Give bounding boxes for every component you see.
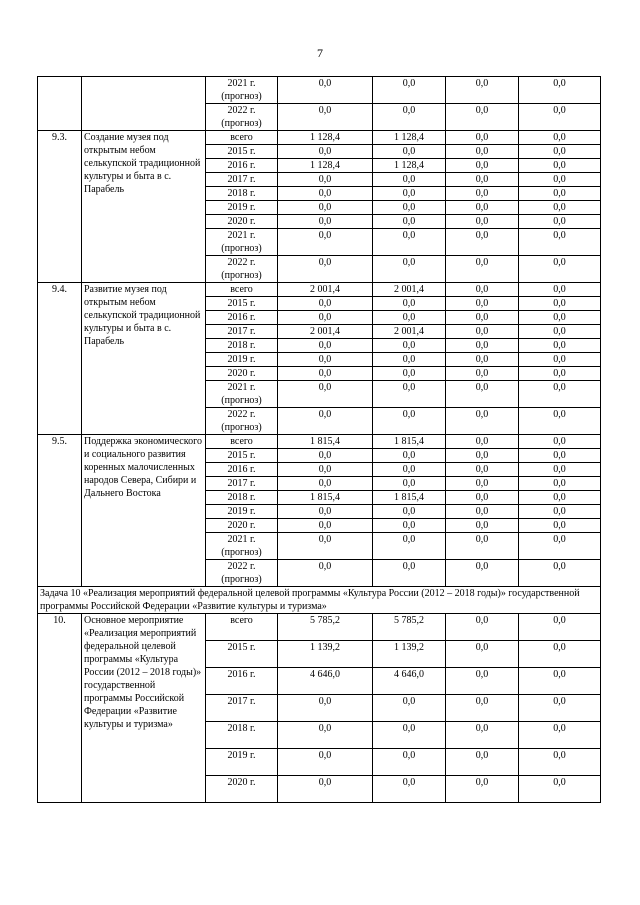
value-cell: 0,0 xyxy=(373,77,446,104)
value-cell: 0,0 xyxy=(519,353,601,367)
value-cell: 0,0 xyxy=(446,311,519,325)
value-cell: 0,0 xyxy=(278,695,373,722)
value-cell: 0,0 xyxy=(519,145,601,159)
value-cell: 0,0 xyxy=(519,104,601,131)
value-cell: 0,0 xyxy=(446,519,519,533)
value-cell: 0,0 xyxy=(278,104,373,131)
value-cell: 0,0 xyxy=(446,722,519,749)
value-cell: 0,0 xyxy=(519,668,601,695)
table-row xyxy=(38,283,601,297)
row-number xyxy=(38,77,82,131)
value-cell: 0,0 xyxy=(278,256,373,283)
value-cell: 1 139,2 xyxy=(278,641,373,668)
value-cell: 0,0 xyxy=(373,519,446,533)
year-cell: 2015 г. xyxy=(206,641,278,668)
value-cell: 0,0 xyxy=(278,477,373,491)
value-cell: 0,0 xyxy=(373,505,446,519)
year-cell: 2016 г. xyxy=(206,311,278,325)
value-cell: 1 139,2 xyxy=(373,641,446,668)
year-cell: 2020 г. xyxy=(206,367,278,381)
task-heading: Задача 10 «Реализация мероприятий федеральной целевой программы «Культура России (2012 – 2018 годы)» государственной программы Российской Федерации «Развитие культуры и туризма» xyxy=(38,587,601,614)
value-cell: 0,0 xyxy=(446,477,519,491)
year-cell: 2019 г. xyxy=(206,749,278,776)
value-cell: 0,0 xyxy=(278,353,373,367)
value-cell: 0,0 xyxy=(519,215,601,229)
year-cell: 2021 г. (прогноз) xyxy=(206,533,278,560)
value-cell: 0,0 xyxy=(519,311,601,325)
value-cell: 0,0 xyxy=(373,463,446,477)
value-cell: 0,0 xyxy=(446,283,519,297)
value-cell: 0,0 xyxy=(373,173,446,187)
year-cell: 2018 г. xyxy=(206,491,278,505)
row-number: 9.4. xyxy=(38,283,82,435)
event-name xyxy=(82,77,206,131)
value-cell: 0,0 xyxy=(519,256,601,283)
value-cell: 0,0 xyxy=(519,131,601,145)
value-cell: 0,0 xyxy=(519,283,601,297)
value-cell: 0,0 xyxy=(446,381,519,408)
value-cell: 0,0 xyxy=(446,749,519,776)
value-cell: 0,0 xyxy=(278,449,373,463)
value-cell: 1 815,4 xyxy=(373,435,446,449)
year-cell: 2020 г. xyxy=(206,776,278,803)
value-cell: 0,0 xyxy=(446,215,519,229)
year-cell: 2021 г. (прогноз) xyxy=(206,229,278,256)
year-cell: 2017 г. xyxy=(206,695,278,722)
year-cell: 2022 г. (прогноз) xyxy=(206,104,278,131)
value-cell: 0,0 xyxy=(373,339,446,353)
year-cell: 2021 г. (прогноз) xyxy=(206,381,278,408)
value-cell: 4 646,0 xyxy=(373,668,446,695)
value-cell: 0,0 xyxy=(519,297,601,311)
value-cell: 0,0 xyxy=(373,408,446,435)
value-cell: 0,0 xyxy=(446,339,519,353)
value-cell: 0,0 xyxy=(373,749,446,776)
year-cell: всего xyxy=(206,131,278,145)
year-cell: 2017 г. xyxy=(206,173,278,187)
table-row xyxy=(38,614,601,641)
value-cell: 0,0 xyxy=(519,187,601,201)
year-cell: 2018 г. xyxy=(206,722,278,749)
value-cell: 0,0 xyxy=(278,533,373,560)
year-cell: 2022 г. (прогноз) xyxy=(206,560,278,587)
year-cell: 2022 г. (прогноз) xyxy=(206,408,278,435)
value-cell: 0,0 xyxy=(446,641,519,668)
row-number: 9.5. xyxy=(38,435,82,587)
value-cell: 0,0 xyxy=(278,311,373,325)
value-cell: 5 785,2 xyxy=(373,614,446,641)
value-cell: 0,0 xyxy=(519,408,601,435)
value-cell: 0,0 xyxy=(373,353,446,367)
year-cell: 2021 г. (прогноз) xyxy=(206,77,278,104)
value-cell: 0,0 xyxy=(446,668,519,695)
value-cell: 0,0 xyxy=(519,560,601,587)
value-cell: 5 785,2 xyxy=(278,614,373,641)
value-cell: 0,0 xyxy=(446,187,519,201)
year-cell: 2016 г. xyxy=(206,463,278,477)
value-cell: 0,0 xyxy=(519,695,601,722)
value-cell: 0,0 xyxy=(373,381,446,408)
value-cell: 0,0 xyxy=(373,477,446,491)
event-name: Создание музея под открытым небом селькупской традиционной культуры и быта в с. Парабель xyxy=(82,131,206,283)
value-cell: 0,0 xyxy=(278,367,373,381)
event-name: Основное мероприятие «Реализация мероприятий федеральной целевой программы «Культура России (2012 – 2018 годы)» государственной программы Российской Федерации «Развитие культуры и туризма» xyxy=(82,614,206,803)
value-cell: 0,0 xyxy=(278,297,373,311)
value-cell: 0,0 xyxy=(519,749,601,776)
table-row xyxy=(38,131,601,145)
value-cell: 0,0 xyxy=(278,187,373,201)
value-cell: 0,0 xyxy=(519,381,601,408)
value-cell: 0,0 xyxy=(519,435,601,449)
value-cell: 0,0 xyxy=(278,519,373,533)
value-cell: 0,0 xyxy=(519,641,601,668)
value-cell: 2 001,4 xyxy=(373,325,446,339)
value-cell: 0,0 xyxy=(519,533,601,560)
year-cell: 2017 г. xyxy=(206,325,278,339)
value-cell: 0,0 xyxy=(446,776,519,803)
value-cell: 0,0 xyxy=(519,339,601,353)
year-cell: 2017 г. xyxy=(206,477,278,491)
value-cell: 0,0 xyxy=(278,560,373,587)
year-cell: 2020 г. xyxy=(206,519,278,533)
value-cell: 0,0 xyxy=(446,408,519,435)
table-row xyxy=(38,77,601,104)
year-cell: всего xyxy=(206,283,278,297)
value-cell: 0,0 xyxy=(519,173,601,187)
value-cell: 0,0 xyxy=(446,104,519,131)
year-cell: 2016 г. xyxy=(206,668,278,695)
value-cell: 0,0 xyxy=(519,367,601,381)
value-cell: 0,0 xyxy=(446,77,519,104)
row-number: 9.3. xyxy=(38,131,82,283)
value-cell: 0,0 xyxy=(446,173,519,187)
value-cell: 0,0 xyxy=(519,159,601,173)
value-cell: 0,0 xyxy=(278,77,373,104)
value-cell: 1 128,4 xyxy=(278,131,373,145)
table-row xyxy=(38,435,601,449)
budget-table xyxy=(37,76,601,803)
value-cell: 0,0 xyxy=(278,201,373,215)
row-number: 10. xyxy=(38,614,82,803)
value-cell: 0,0 xyxy=(446,367,519,381)
year-cell: 2015 г. xyxy=(206,449,278,463)
value-cell: 0,0 xyxy=(278,722,373,749)
year-cell: всего xyxy=(206,614,278,641)
year-cell: всего xyxy=(206,435,278,449)
value-cell: 0,0 xyxy=(373,311,446,325)
year-cell: 2022 г. (прогноз) xyxy=(206,256,278,283)
value-cell: 0,0 xyxy=(446,491,519,505)
value-cell: 0,0 xyxy=(519,201,601,215)
value-cell: 0,0 xyxy=(278,339,373,353)
value-cell: 0,0 xyxy=(446,505,519,519)
value-cell: 0,0 xyxy=(278,173,373,187)
value-cell: 0,0 xyxy=(373,215,446,229)
value-cell: 0,0 xyxy=(278,215,373,229)
value-cell: 0,0 xyxy=(446,449,519,463)
value-cell: 0,0 xyxy=(373,722,446,749)
value-cell: 0,0 xyxy=(519,463,601,477)
value-cell: 2 001,4 xyxy=(278,325,373,339)
value-cell: 0,0 xyxy=(446,131,519,145)
value-cell: 0,0 xyxy=(373,229,446,256)
value-cell: 0,0 xyxy=(519,229,601,256)
value-cell: 0,0 xyxy=(446,159,519,173)
year-cell: 2016 г. xyxy=(206,159,278,173)
value-cell: 0,0 xyxy=(278,229,373,256)
value-cell: 0,0 xyxy=(373,145,446,159)
value-cell: 0,0 xyxy=(278,749,373,776)
value-cell: 0,0 xyxy=(373,201,446,215)
value-cell: 0,0 xyxy=(446,533,519,560)
value-cell: 1 128,4 xyxy=(278,159,373,173)
value-cell: 1 815,4 xyxy=(278,491,373,505)
task-row xyxy=(38,587,601,614)
value-cell: 0,0 xyxy=(519,325,601,339)
value-cell: 0,0 xyxy=(373,449,446,463)
value-cell: 0,0 xyxy=(373,256,446,283)
value-cell: 0,0 xyxy=(446,353,519,367)
value-cell: 0,0 xyxy=(278,776,373,803)
value-cell: 0,0 xyxy=(519,477,601,491)
year-cell: 2018 г. xyxy=(206,339,278,353)
value-cell: 0,0 xyxy=(519,77,601,104)
value-cell: 0,0 xyxy=(373,367,446,381)
value-cell: 0,0 xyxy=(446,325,519,339)
value-cell: 1 815,4 xyxy=(278,435,373,449)
value-cell: 0,0 xyxy=(446,256,519,283)
value-cell: 0,0 xyxy=(519,776,601,803)
value-cell: 0,0 xyxy=(519,614,601,641)
value-cell: 0,0 xyxy=(278,381,373,408)
year-cell: 2019 г. xyxy=(206,353,278,367)
value-cell: 0,0 xyxy=(446,201,519,215)
value-cell: 0,0 xyxy=(446,463,519,477)
year-cell: 2019 г. xyxy=(206,201,278,215)
value-cell: 0,0 xyxy=(373,695,446,722)
value-cell: 0,0 xyxy=(446,435,519,449)
event-name: Поддержка экономического и социального развития коренных малочисленных народов Севера, Сибири и Дальнего Востока xyxy=(82,435,206,587)
value-cell: 1 815,4 xyxy=(373,491,446,505)
year-cell: 2015 г. xyxy=(206,145,278,159)
value-cell: 4 646,0 xyxy=(278,668,373,695)
value-cell: 0,0 xyxy=(446,297,519,311)
value-cell: 0,0 xyxy=(519,491,601,505)
year-cell: 2020 г. xyxy=(206,215,278,229)
value-cell: 0,0 xyxy=(373,776,446,803)
value-cell: 0,0 xyxy=(278,505,373,519)
value-cell: 0,0 xyxy=(278,145,373,159)
value-cell: 0,0 xyxy=(519,505,601,519)
value-cell: 0,0 xyxy=(373,297,446,311)
value-cell: 0,0 xyxy=(373,104,446,131)
value-cell: 0,0 xyxy=(446,229,519,256)
value-cell: 1 128,4 xyxy=(373,131,446,145)
value-cell: 0,0 xyxy=(278,463,373,477)
value-cell: 0,0 xyxy=(373,560,446,587)
year-cell: 2018 г. xyxy=(206,187,278,201)
value-cell: 0,0 xyxy=(446,614,519,641)
value-cell: 0,0 xyxy=(519,722,601,749)
value-cell: 2 001,4 xyxy=(278,283,373,297)
value-cell: 2 001,4 xyxy=(373,283,446,297)
value-cell: 0,0 xyxy=(519,519,601,533)
value-cell: 0,0 xyxy=(446,695,519,722)
value-cell: 0,0 xyxy=(373,533,446,560)
page-number: 7 xyxy=(317,46,323,60)
value-cell: 0,0 xyxy=(278,408,373,435)
value-cell: 0,0 xyxy=(373,187,446,201)
value-cell: 0,0 xyxy=(446,145,519,159)
value-cell: 0,0 xyxy=(446,560,519,587)
year-cell: 2015 г. xyxy=(206,297,278,311)
year-cell: 2019 г. xyxy=(206,505,278,519)
event-name: Развитие музея под открытым небом селькупской традиционной культуры и быта в с. Парабель xyxy=(82,283,206,435)
value-cell: 1 128,4 xyxy=(373,159,446,173)
value-cell: 0,0 xyxy=(519,449,601,463)
